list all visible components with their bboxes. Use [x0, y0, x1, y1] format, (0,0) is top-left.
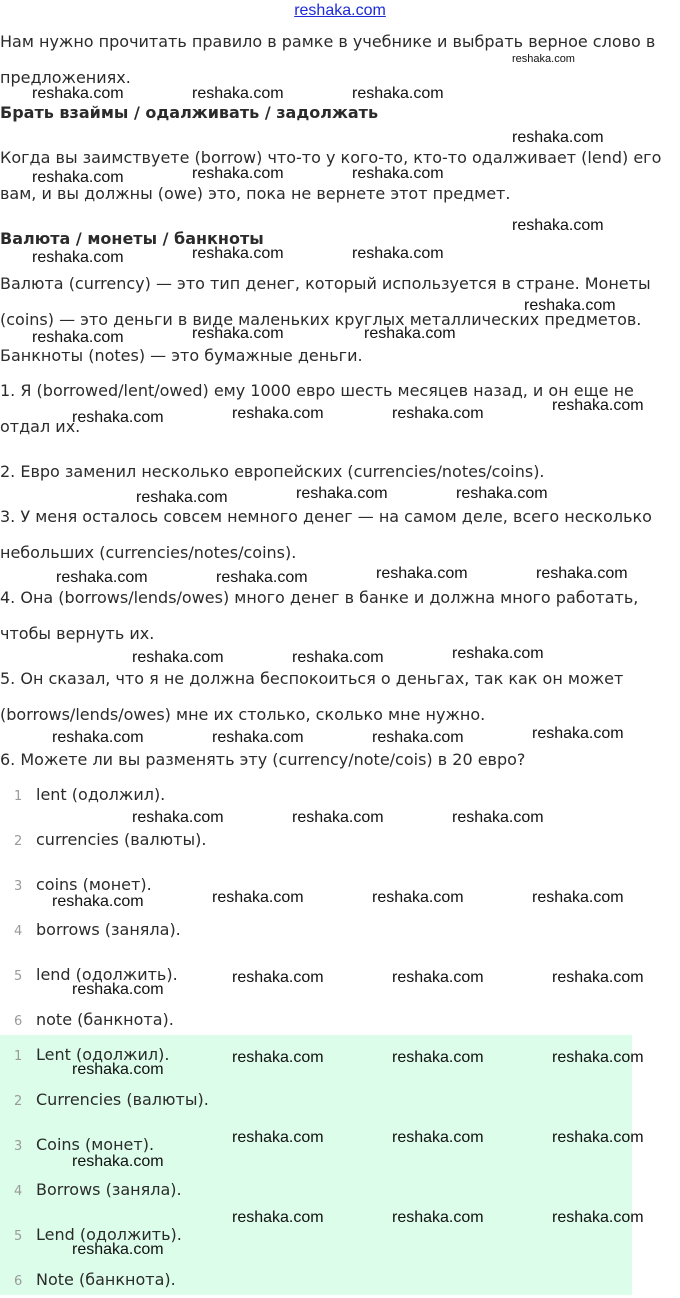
watermark: reshaka.com	[32, 85, 124, 102]
watermark: reshaka.com	[536, 565, 628, 582]
watermark: reshaka.com	[212, 729, 304, 746]
watermark: reshaka.com	[192, 85, 284, 102]
answer-item	[0, 920, 680, 948]
watermark: reshaka.com	[392, 1129, 484, 1146]
rule-2-line-1: Валюта (currency) — это тип денег, который используется в стране. Монеты	[0, 274, 651, 293]
answer-item	[0, 830, 680, 858]
task-5-line-1: 5. Он сказал, что я не должна беспокоиться о деньгах, так как он может	[0, 669, 624, 688]
answer-item-highlighted	[0, 1270, 680, 1298]
watermark: reshaka.com	[552, 1129, 644, 1146]
watermark: reshaka.com	[392, 969, 484, 986]
watermark: reshaka.com	[72, 1153, 164, 1170]
watermark: reshaka.com	[552, 969, 644, 986]
watermark: reshaka.com	[56, 569, 148, 586]
watermark: reshaka.com	[232, 1129, 324, 1146]
site-link[interactable]: reshaka.com	[294, 2, 386, 19]
answer-text: Coins (монет).	[36, 1135, 155, 1154]
watermark: reshaka.com	[292, 809, 384, 826]
watermark: reshaka.com	[372, 729, 464, 746]
answer-text: lent (одолжил).	[36, 785, 166, 804]
task-6: 6. Можете ли вы разменять эту (currency/note/cois) в 20 евро?	[0, 750, 526, 769]
watermark: reshaka.com	[352, 85, 444, 102]
watermark: reshaka.com	[296, 485, 388, 502]
rule-2-line-3: Банкноты (notes) — это бумажные деньги.	[0, 346, 363, 365]
answer-number: 5	[14, 1229, 23, 1244]
answer-number: 4	[14, 1184, 23, 1199]
answer-number: 3	[14, 879, 23, 894]
watermark: reshaka.com	[72, 1061, 164, 1078]
watermark: reshaka.com	[392, 1049, 484, 1066]
watermark: reshaka.com	[512, 217, 604, 234]
task-4-line-2: чтобы вернуть их.	[0, 624, 155, 643]
answer-text: currencies (валюты).	[36, 830, 207, 849]
answer-text: note (банкнота).	[36, 1010, 174, 1029]
watermark: reshaka.com	[376, 565, 468, 582]
answer-text: borrows (заняла).	[36, 920, 181, 939]
watermark: reshaka.com	[72, 1241, 164, 1258]
task-3-line-2: небольших (currencies/notes/coins).	[0, 543, 297, 562]
watermark: reshaka.com	[32, 329, 124, 346]
watermark: reshaka.com	[452, 645, 544, 662]
watermark: reshaka.com	[192, 165, 284, 182]
watermark: reshaka.com	[452, 809, 544, 826]
watermark: reshaka.com	[72, 981, 164, 998]
watermark: reshaka.com	[364, 325, 456, 342]
watermark: reshaka.com	[352, 165, 444, 182]
watermark: reshaka.com	[52, 893, 144, 910]
task-4-line-1: 4. Она (borrows/lends/owes) много денег в банке и должна много работать,	[0, 588, 639, 607]
watermark: reshaka.com	[456, 485, 548, 502]
watermark: reshaka.com	[192, 325, 284, 342]
task-5-line-2: (borrows/lends/owes) мне их столько, сколько мне нужно.	[0, 705, 486, 724]
watermark: reshaka.com	[32, 249, 124, 266]
watermark: reshaka.com	[192, 245, 284, 262]
watermark: reshaka.com	[232, 405, 324, 422]
watermark: reshaka.com	[512, 129, 604, 146]
heading-currency-coins-notes: Валюта / монеты / банкноты	[0, 229, 264, 248]
task-3-line-1: 3. У меня осталось совсем немного денег — на самом деле, всего несколько	[0, 507, 652, 526]
answer-text: Note (банкнота).	[36, 1270, 176, 1289]
answer-number: 5	[14, 969, 23, 984]
answer-number: 1	[14, 1049, 23, 1064]
answer-number: 4	[14, 924, 23, 939]
watermark: reshaka.com	[512, 53, 575, 65]
watermark: reshaka.com	[372, 889, 464, 906]
task-1-line-1: 1. Я (borrowed/lent/owed) ему 1000 евро шесть месяцев назад, и он еще не	[0, 381, 634, 400]
answer-item-highlighted	[0, 1180, 680, 1208]
watermark: reshaka.com	[532, 725, 624, 742]
watermark: reshaka.com	[72, 409, 164, 426]
answer-number: 2	[14, 1094, 23, 1109]
watermark: reshaka.com	[552, 1049, 644, 1066]
watermark: reshaka.com	[136, 489, 228, 506]
watermark: reshaka.com	[552, 1209, 644, 1226]
task-2: 2. Евро заменил несколько европейских (currencies/notes/coins).	[0, 462, 545, 481]
rule-2-line-2: (coins) — это деньги в виде маленьких круглых металлических предметов.	[0, 310, 642, 329]
watermark: reshaka.com	[392, 1209, 484, 1226]
rule-1-line-1: Когда вы заимствуете (borrow) что-то у кого-то, кто-то одалживает (lend) его	[0, 148, 662, 167]
answer-number: 6	[14, 1274, 23, 1289]
answer-text: coins (монет).	[36, 875, 152, 894]
task-1-line-2: отдал их.	[0, 417, 81, 436]
answer-text: Borrows (заняла).	[36, 1180, 182, 1199]
answer-number: 6	[14, 1014, 23, 1029]
intro-line-1: Нам нужно прочитать правило в рамке в учебнике и выбрать верное слово в	[0, 32, 656, 51]
answer-number: 2	[14, 834, 23, 849]
answer-item	[0, 1010, 680, 1038]
answer-text: Lend (одолжить).	[36, 1225, 182, 1244]
intro-line-2: предложениях.	[0, 68, 131, 87]
watermark: reshaka.com	[552, 397, 644, 414]
answer-number: 3	[14, 1139, 23, 1154]
watermark: reshaka.com	[524, 297, 616, 314]
watermark: reshaka.com	[132, 649, 224, 666]
answer-text: Lent (одолжил).	[36, 1045, 170, 1064]
answer-item-highlighted	[0, 1090, 680, 1118]
watermark: reshaka.com	[352, 245, 444, 262]
watermark: reshaka.com	[232, 1049, 324, 1066]
answer-text: Currencies (валюты).	[36, 1090, 209, 1109]
watermark: reshaka.com	[532, 889, 624, 906]
watermark: reshaka.com	[32, 169, 124, 186]
watermark: reshaka.com	[232, 969, 324, 986]
answer-number: 1	[14, 789, 23, 804]
answer-text: lend (одолжить).	[36, 965, 178, 984]
watermark: reshaka.com	[216, 569, 308, 586]
watermark: reshaka.com	[392, 405, 484, 422]
watermark: reshaka.com	[52, 729, 144, 746]
watermark: reshaka.com	[212, 889, 304, 906]
watermark: reshaka.com	[232, 1209, 324, 1226]
heading-borrow-lend-owe: Брать взаймы / одалживать / задолжать	[0, 103, 379, 122]
watermark: reshaka.com	[132, 809, 224, 826]
watermark: reshaka.com	[292, 649, 384, 666]
rule-1-line-2: вам, и вы должны (owe) это, пока не вернете этот предмет.	[0, 184, 511, 203]
